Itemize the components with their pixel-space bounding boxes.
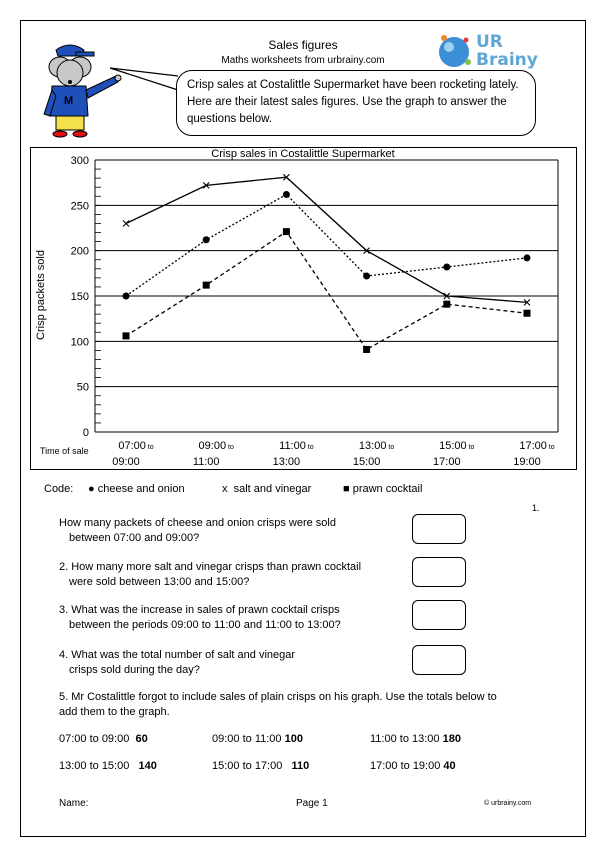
point-prawn-cocktail xyxy=(123,332,130,339)
y-tick-label: 200 xyxy=(70,245,89,258)
legend-item-label: cheese and onion xyxy=(97,483,185,495)
total-2-value: 100 xyxy=(284,733,303,745)
legend-circle-icon: ● xyxy=(88,483,95,495)
svg-text:M: M xyxy=(64,95,74,107)
total-2-label: 09:00 to 11:00 xyxy=(212,733,282,745)
total-2 xyxy=(212,733,303,745)
total-6-value: 40 xyxy=(443,760,456,772)
question-2-line2: were sold between 13:00 and 15:00? xyxy=(69,576,250,588)
y-tick-label: 0 xyxy=(82,427,89,439)
x-tick-label-line2: 19:00 xyxy=(513,456,541,468)
point-cheese-and-onion xyxy=(283,191,290,198)
y-axis-label: Crisp packets sold xyxy=(35,250,47,340)
x-tick-label: 09:00 to xyxy=(198,440,234,452)
answer-box-1[interactable] xyxy=(412,514,466,544)
total-5-value: 110 xyxy=(291,760,310,772)
legend-square-icon: ■ xyxy=(343,483,350,495)
question-1 xyxy=(59,516,336,546)
total-6-label: 17:00 to 19:00 xyxy=(370,760,441,772)
x-axis-label: Time of sale xyxy=(40,446,89,456)
total-4 xyxy=(59,760,157,772)
answer-box-4[interactable] xyxy=(412,645,466,675)
x-tick-label: 13:00 to xyxy=(358,440,395,452)
total-3-value: 180 xyxy=(442,733,461,745)
point-prawn-cocktail xyxy=(283,228,290,235)
y-tick-label: 50 xyxy=(76,381,89,394)
footer-name-label: Name: xyxy=(59,798,89,809)
point-cheese-and-onion xyxy=(524,254,531,261)
point-prawn-cocktail xyxy=(203,282,210,289)
legend-item-prawn-cocktail xyxy=(343,483,422,495)
footer-copyright: © urbrainy.com xyxy=(484,800,532,807)
point-cheese-and-onion xyxy=(203,236,210,243)
answer-box-3[interactable] xyxy=(412,600,466,630)
x-tick-label: 07:00 to xyxy=(118,440,154,452)
intro-speech-bubble: Crisp sales at Costalittle Supermarket have been rocketing lately. Here are their latest sales figures. Use the graph to answer the questions below. xyxy=(176,70,536,136)
question-number-marker: 1. xyxy=(532,503,540,513)
question-3 xyxy=(59,603,341,633)
x-tick-label-line2: 11:00 xyxy=(192,456,220,468)
legend-label: Code: xyxy=(44,483,74,495)
point-cheese-and-onion xyxy=(443,263,450,270)
point-salt-and-vinegar xyxy=(123,220,129,226)
point-prawn-cocktail xyxy=(524,310,531,317)
legend-item-label: prawn cocktail xyxy=(352,483,423,495)
legend-item-salt-vinegar xyxy=(222,483,311,495)
total-4-label: 13:00 to 15:00 xyxy=(59,760,130,772)
x-tick-label-line2: 17:00 xyxy=(433,456,461,468)
question-3-line1: 3. What was the increase in sales of prawn cocktail crisps xyxy=(59,604,340,616)
footer-page-number: Page 1 xyxy=(296,798,328,809)
total-6 xyxy=(370,760,456,772)
total-3-label: 11:00 to 13:00 xyxy=(370,733,440,745)
y-tick-label: 150 xyxy=(70,291,89,303)
total-5-label: 15:00 to 17:00 xyxy=(212,760,283,772)
urbrainy-logo xyxy=(436,30,546,74)
total-1-label: 07:00 to 09:00 xyxy=(59,733,130,745)
total-1 xyxy=(59,733,148,745)
question-4-line1: 4. What was the total number of salt and vinegar xyxy=(59,649,296,661)
point-prawn-cocktail xyxy=(443,301,450,308)
page-title: Sales figures xyxy=(268,38,338,52)
series-line-salt-and-vinegar xyxy=(126,177,527,302)
series-line-cheese-and-onion xyxy=(126,194,527,296)
total-1-value: 60 xyxy=(135,733,148,745)
total-5 xyxy=(212,760,309,772)
answer-box-2[interactable] xyxy=(412,557,466,587)
y-tick-label: 100 xyxy=(70,336,89,349)
logo-text-ur: UR xyxy=(476,32,503,52)
question-5 xyxy=(59,690,497,720)
x-tick-label-line2: 09:00 xyxy=(112,456,140,468)
point-cheese-and-onion xyxy=(363,273,370,280)
legend-cross-icon: x xyxy=(222,483,228,495)
legend-item-cheese-onion xyxy=(88,483,185,495)
question-5-line1: 5. Mr Costalittle forgot to include sales of plain crisps on his graph. Use the totals below to xyxy=(59,691,497,703)
page-subtitle: Maths worksheets from urbrainy.com xyxy=(221,55,385,66)
question-2-line1: 2. How many more salt and vinegar crisps than prawn cocktail xyxy=(59,561,362,573)
series-line-prawn-cocktail xyxy=(126,232,527,350)
point-cheese-and-onion xyxy=(123,293,130,300)
question-1-line2: between 07:00 and 09:00? xyxy=(69,532,200,544)
total-4-value: 140 xyxy=(138,760,157,772)
x-tick-label: 17:00 to xyxy=(519,440,555,452)
legend-item-label: salt and vinegar xyxy=(233,483,312,495)
question-1-line1: How many packets of cheese and onion crisps were sold xyxy=(59,517,336,529)
question-2 xyxy=(59,560,361,590)
globe-logo-icon xyxy=(436,32,472,72)
x-tick-label: 15:00 to xyxy=(439,440,475,452)
x-tick-label-line2: 15:00 xyxy=(352,456,381,468)
total-3 xyxy=(370,733,461,745)
x-tick-label-line2: 13:00 xyxy=(272,456,301,468)
y-tick-label: 250 xyxy=(70,200,89,213)
question-4 xyxy=(59,648,295,678)
point-prawn-cocktail xyxy=(363,346,370,353)
question-3-line2: between the periods 09:00 to 11:00 and 11:00 to 13:00? xyxy=(69,619,341,631)
x-tick-label: 11:00 to xyxy=(279,440,314,452)
y-tick-label: 300 xyxy=(70,155,89,167)
line-chart xyxy=(30,147,577,470)
chart-title: Crisp sales in Costalittle Supermarket xyxy=(211,148,395,160)
question-4-line2: crisps sold during the day? xyxy=(69,664,200,676)
logo-text-brainy: Brainy xyxy=(476,50,538,70)
question-5-line2: add them to the graph. xyxy=(59,706,170,718)
